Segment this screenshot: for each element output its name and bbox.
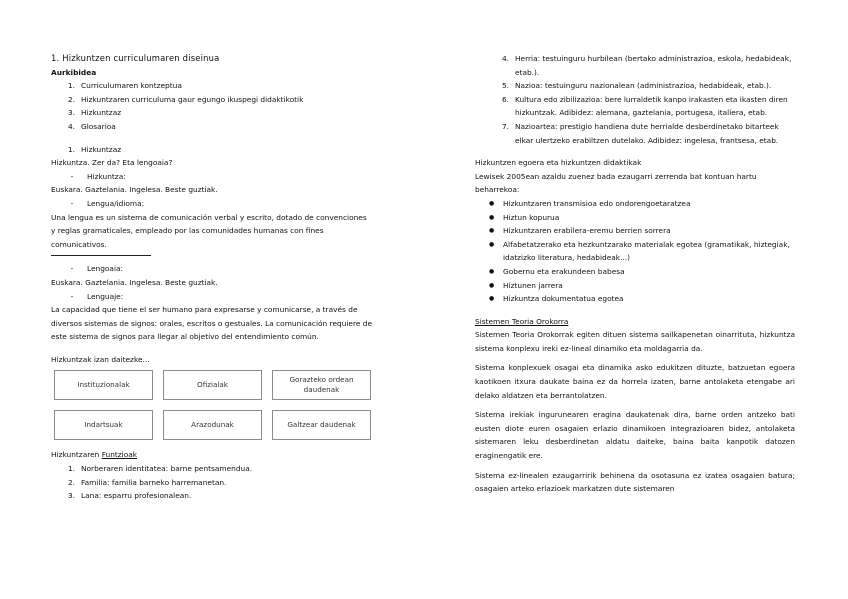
toc-item: 4. Glosarioa	[67, 121, 116, 131]
function-item: 1. Norberaren identitatea: barne pentsamendua.	[67, 464, 253, 474]
divider-line	[51, 255, 151, 256]
languages-line-2: Euskara. Gaztelania. Ingelesa. Beste guztiak.	[51, 277, 218, 287]
right-column	[475, 52, 795, 496]
function-item: 7. Nazioartea: prestigio handiena dute herrialde desberdinetako bitarteek elkar ulertzeko erabiltzen dutelako. Adibidez: ingelesa, frantsesa, etab.	[501, 121, 779, 145]
question-line: Hizkuntza. Zer da? Eta lengoaia?	[51, 158, 173, 168]
list-item: ● Hizkuntzaren erabilera-eremu berrien sorrera	[489, 224, 795, 238]
paragraph: Sistema konplexuek osagai eta dinamika asko edukitzen dituzte, batzuetan egoera kaotikoen itxura daukate baina ez da horrela izaten, barne antolaketa etengabe ari delako aldatzen eta berrantolatzen.	[475, 363, 795, 400]
hizkuntza-label: - Hizkuntza:	[70, 171, 126, 181]
lenguaje-definition: La capacidad que tiene el ser humano para expresarse y comunicarse, a través de diversos sistemas de signos: orales, escritos o gestuales. La comunicación requiere de este sistema de signos para llegar al objetivo del entendimiento común.	[51, 305, 372, 342]
list-item: ● Hiztunen jarrera	[489, 279, 795, 293]
function-item: 2. Familia: familia barneko harremanetan.	[67, 477, 227, 487]
lenguaje-label: - Lenguaje:	[70, 291, 124, 301]
list-item: ● Alfabetatzerako eta hezkuntzarako materialak egotea (gramatikak, hiztegiak, idatzizko literatura, hedabideak...)	[489, 238, 795, 265]
toc-item: 3. Hizkuntzaz	[67, 108, 122, 118]
type-box: Instituzionalak	[54, 370, 153, 400]
document-title: 1. Hizkuntzen curriculumaren diseinua	[51, 53, 220, 63]
function-item: 6. Kultura edo zibilizazioa: bere lurraldetik kanpo irakasten eta ikasten diren hizkuntzak. Adibidez: alemana, gaztelania, portugesa, italiera, etab.	[501, 94, 788, 118]
language-types-grid	[54, 370, 373, 440]
function-item: 5. Nazioa: testuinguru nazionalean (administrazioa, hedabideak, etab.).	[501, 81, 772, 91]
criteria-list	[475, 197, 795, 306]
aurkibidea-heading: Aurkibidea	[51, 67, 97, 77]
list-item: ● Hizkuntza dokumentatua egotea	[489, 292, 795, 306]
function-item: 4. Herria: testuinguru hurbilean (bertako administrazioa, eskola, hedabideak, etab.).	[501, 54, 792, 77]
paragraph: Sistema ez-linealen ezaugarririk behinena da osotasuna ez izatea osagaien batura; osagaien arteko erlazioek markatzen dute sistemaren	[475, 470, 795, 494]
paragraph: Sistemen Teoria Orokorrak egiten dituen sistema sailkapenetan oinarrituta, hizkuntza sistema konplexu ireki ez-lineal dinamiko eta moldagarria da.	[475, 330, 795, 353]
type-box: Ofizialak	[163, 370, 262, 400]
type-box: Arazodunak	[163, 410, 262, 440]
functions-list-continued	[475, 52, 795, 147]
lengoaia-label: - Lengoaia:	[70, 264, 124, 274]
toc-item: 2. Hizkuntzaren curriculuma gaur egungo ikuspegi didaktikotik	[67, 94, 304, 104]
list-item: ● Gobernu eta erakundeen babesa	[489, 265, 795, 279]
left-column	[51, 52, 373, 503]
egoera-heading: Hizkuntzen egoera eta hizkuntzen didaktikak	[475, 158, 642, 168]
languages-line: Euskara. Gaztelania. Ingelesa. Beste guztiak.	[51, 185, 218, 195]
lewis-line-2: beharrekoa:	[475, 185, 520, 195]
list-item: ● Hiztun kopurua	[489, 211, 795, 225]
kinds-intro: Hizkuntzak izan daitezke...	[51, 354, 150, 364]
type-box: Gorazteko ordean daudenak	[272, 370, 371, 400]
list-item: ● Hizkuntzaren transmisioa edo ondorengoetaratzea	[489, 197, 795, 211]
funtzioak-heading: Hizkuntzaren Funtzioak	[51, 450, 138, 460]
section-heading-hizkuntzaz: 1. Hizkuntzaz	[67, 144, 122, 154]
lewis-line: Lewisek 2005ean azaldu zuenez bada ezaugarri zerrenda bat kontuan hartu	[475, 171, 757, 181]
type-box: Indartsuak	[54, 410, 153, 440]
toc-item: 1. Curriculumaren kontzeptua	[67, 81, 182, 91]
sistemen-heading: Sistemen Teoria Orokorra	[475, 316, 569, 326]
type-box: Galtzear daudenak	[272, 410, 371, 440]
function-item: 3. Lana: esparru profesionalean.	[67, 491, 192, 501]
lengua-label: - Lengua/idioma:	[70, 198, 145, 208]
paragraph: Sistema irekiak ingurunearen eragina daukatenak dira, barne orden antzeko bati eusten diote euren osagaien erlazio dinamikoen integrazioaren bidez, antolaketa sistemaren leku desberdinetan aldatu daiteke, baina baita kanpotik datozen eraginengatik ere.	[475, 410, 795, 461]
lengua-definition: Una lengua es un sistema de comunicación verbal y escrito, dotado de convenciones y reglas gramaticales, empleado por las comunidades humanas con fines comunicativos.	[51, 212, 367, 249]
table-of-contents	[51, 79, 373, 133]
